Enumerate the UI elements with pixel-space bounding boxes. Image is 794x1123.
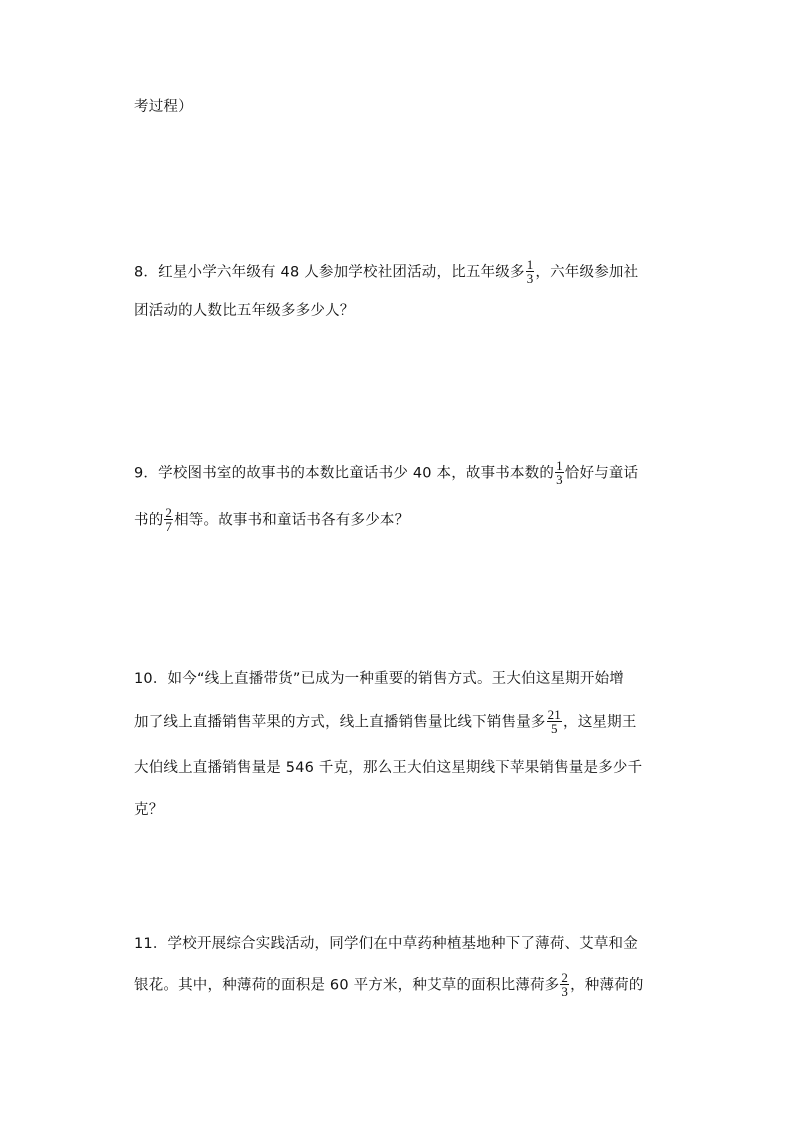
fraction-twenty-one-fifths: $\frac{21}{5}$ [547,707,562,736]
question-11-line-1: 11．学校开展综合实践活动，同学们在中草药种植基地种下了薄荷、艾草和金 [134,936,638,952]
fraction-one-third: $\frac{1}{3}$ [556,458,563,487]
previous-question-fragment: 考过程） [134,99,193,115]
question-10-line-1: 10．如今“线上直播带货”已成为一种重要的销售方式。王大伯这星期开始增 [134,671,624,687]
question-9-line-1: 9．学校图书室的故事书的本数比童话书少 40 本，故事书本数的 $\frac{1}{3}$ 恰好与童话 [134,458,639,487]
question-8-line-1: 8．红星小学六年级有 48 人参加学校社团活动，比五年级多 $\frac{1}{3}$ ，六年级参加社 [134,257,639,286]
question-10-line-3: 大伯线上直播销售量是 546 千克，那么王大伯这星期线下苹果销售量是多少千 [134,760,643,776]
question-8-line-2: 团活动的人数比五年级多多少人？ [134,303,355,319]
fraction-two-thirds: $\frac{2}{3}$ [561,970,569,999]
fraction-two-sevenths: $\frac{2}{7}$ [165,505,173,534]
question-11-line-2: 银花。其中，种薄荷的面积是 60 平方米，种艾草的面积比薄荷多 $\frac{2}{3}$ ，种薄荷的 [134,970,644,999]
question-10-line-4: 克？ [134,802,164,818]
fraction-one-third: $\frac{1}{3}$ [526,257,534,286]
question-9-line-2: 书的 $\frac{2}{7}$ 相等。故事书和童话书各有多少本？ [134,505,410,534]
question-10-line-2: 加了线上直播销售苹果的方式，线上直播销售量比线下销售量多 $\frac{21}{5}$ ，这星期王 [134,707,637,736]
